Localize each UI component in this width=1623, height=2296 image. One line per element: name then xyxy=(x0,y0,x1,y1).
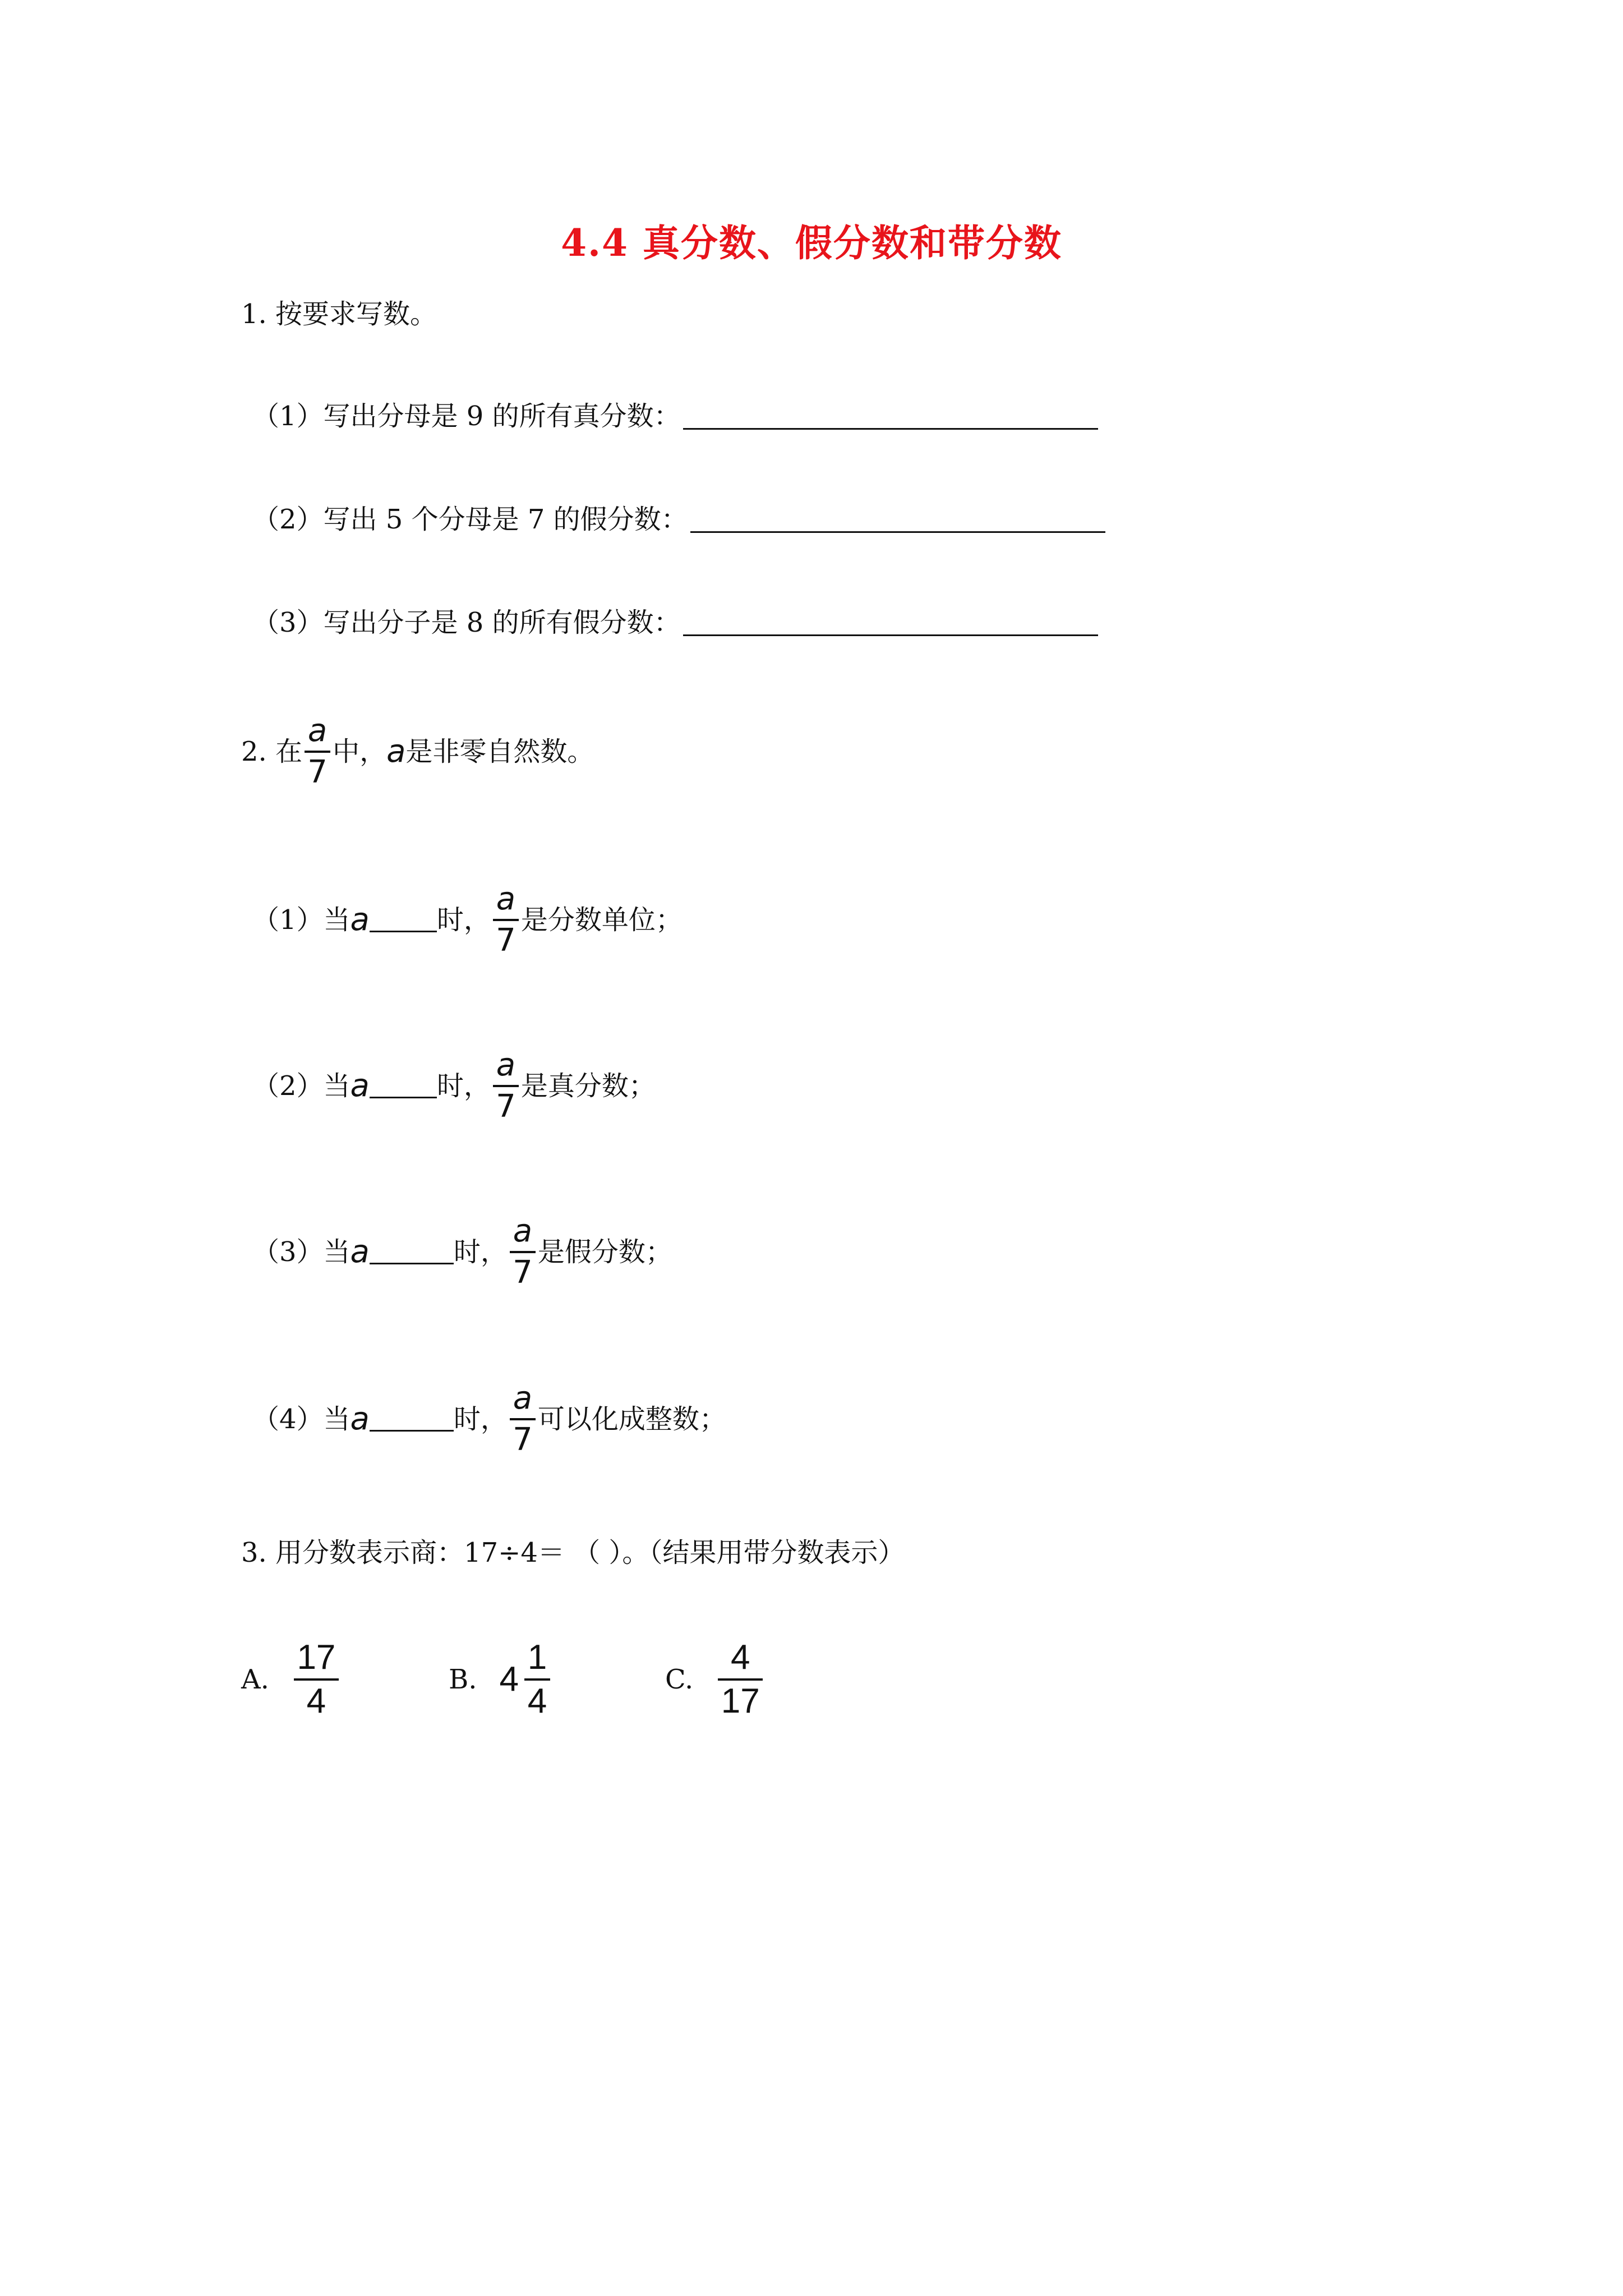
option-c-letter: C. xyxy=(665,1664,694,1695)
q2-suffix: 是非零自然数。 xyxy=(405,736,594,767)
q2-mid: 中， xyxy=(333,736,387,767)
q2-item-1-label: （1）当 xyxy=(252,904,351,936)
q2-answer-blank-3[interactable] xyxy=(370,1240,454,1264)
fraction-a-over-7: $\frac{a}{7}$ xyxy=(493,881,519,959)
variable-a: a xyxy=(386,733,406,770)
option-a-letter: A. xyxy=(241,1664,269,1695)
q2-answer-blank-1[interactable] xyxy=(370,908,437,932)
option-c-fraction: $\frac{4}{17}$ xyxy=(718,1638,763,1721)
fraction-a-over-7: $\frac{a}{7}$ xyxy=(493,1047,519,1125)
q3-option-a[interactable] xyxy=(241,1638,341,1721)
q2-item-3-label: （3）当 xyxy=(252,1236,351,1268)
q2-item-4-tail: 可以化成整数； xyxy=(537,1404,726,1435)
option-b-mixed-number: 4 $\frac{1}{4}$ xyxy=(500,1638,552,1721)
q1-stem: 1. 按要求写数。 xyxy=(241,298,437,330)
q3-stem: 3. 用分数表示商：17÷4＝ （ ）。（结果用带分数表示） xyxy=(241,1537,905,1568)
q1-answer-blank-3[interactable] xyxy=(683,610,1098,636)
variable-a: a xyxy=(350,1234,370,1270)
q3-option-b[interactable] xyxy=(449,1638,552,1721)
q2-item-3 xyxy=(252,1213,672,1291)
q1-answer-blank-2[interactable] xyxy=(690,507,1105,533)
variable-a: a xyxy=(350,1401,370,1437)
q1-answer-blank-1[interactable] xyxy=(683,403,1098,430)
q2-item-4 xyxy=(252,1380,726,1458)
fraction-a-over-7: $\frac{a}{7}$ xyxy=(510,1213,536,1291)
q1-item-2-text: （2）写出 5 个分母是 7 的假分数： xyxy=(252,504,688,535)
variable-a: a xyxy=(350,1068,370,1104)
q2-item-2-when: 时， xyxy=(436,1070,491,1102)
option-a-fraction: $\frac{17}{4}$ xyxy=(294,1638,339,1721)
q2-item-2 xyxy=(252,1047,656,1125)
fraction-a-over-7: $\frac{a}{7}$ xyxy=(510,1380,536,1458)
fraction-a-over-7: $\frac{a}{7}$ xyxy=(305,712,330,791)
q1-item-2 xyxy=(252,503,1105,536)
option-b-letter: B. xyxy=(449,1664,477,1695)
q2-item-3-when: 时， xyxy=(453,1236,508,1268)
q2-item-4-when: 时， xyxy=(453,1404,508,1435)
variable-a: a xyxy=(350,901,370,938)
q2-item-2-label: （2）当 xyxy=(252,1070,351,1102)
q2-prefix: 2. 在 xyxy=(241,736,303,767)
q1-item-1-text: （1）写出分母是 9 的所有真分数： xyxy=(252,401,681,432)
q2-item-4-label: （4）当 xyxy=(252,1404,351,1435)
q2-answer-blank-4[interactable] xyxy=(370,1407,454,1432)
q2-item-2-tail: 是真分数； xyxy=(520,1070,656,1102)
q1-item-3 xyxy=(252,606,1098,639)
q2-item-1 xyxy=(252,881,683,959)
q2-answer-blank-2[interactable] xyxy=(370,1074,437,1098)
q3-option-c[interactable] xyxy=(665,1638,765,1721)
q1-item-3-text: （3）写出分子是 8 的所有假分数： xyxy=(252,607,681,638)
q2-item-1-tail: 是分数单位； xyxy=(520,904,683,936)
q1-item-1 xyxy=(252,399,1098,433)
q2-item-3-tail: 是假分数； xyxy=(537,1236,672,1268)
q2-item-1-when: 时， xyxy=(436,904,491,936)
q2-stem xyxy=(241,712,594,791)
page-title: 4.4 真分数、假分数和带分数 xyxy=(561,221,1062,265)
